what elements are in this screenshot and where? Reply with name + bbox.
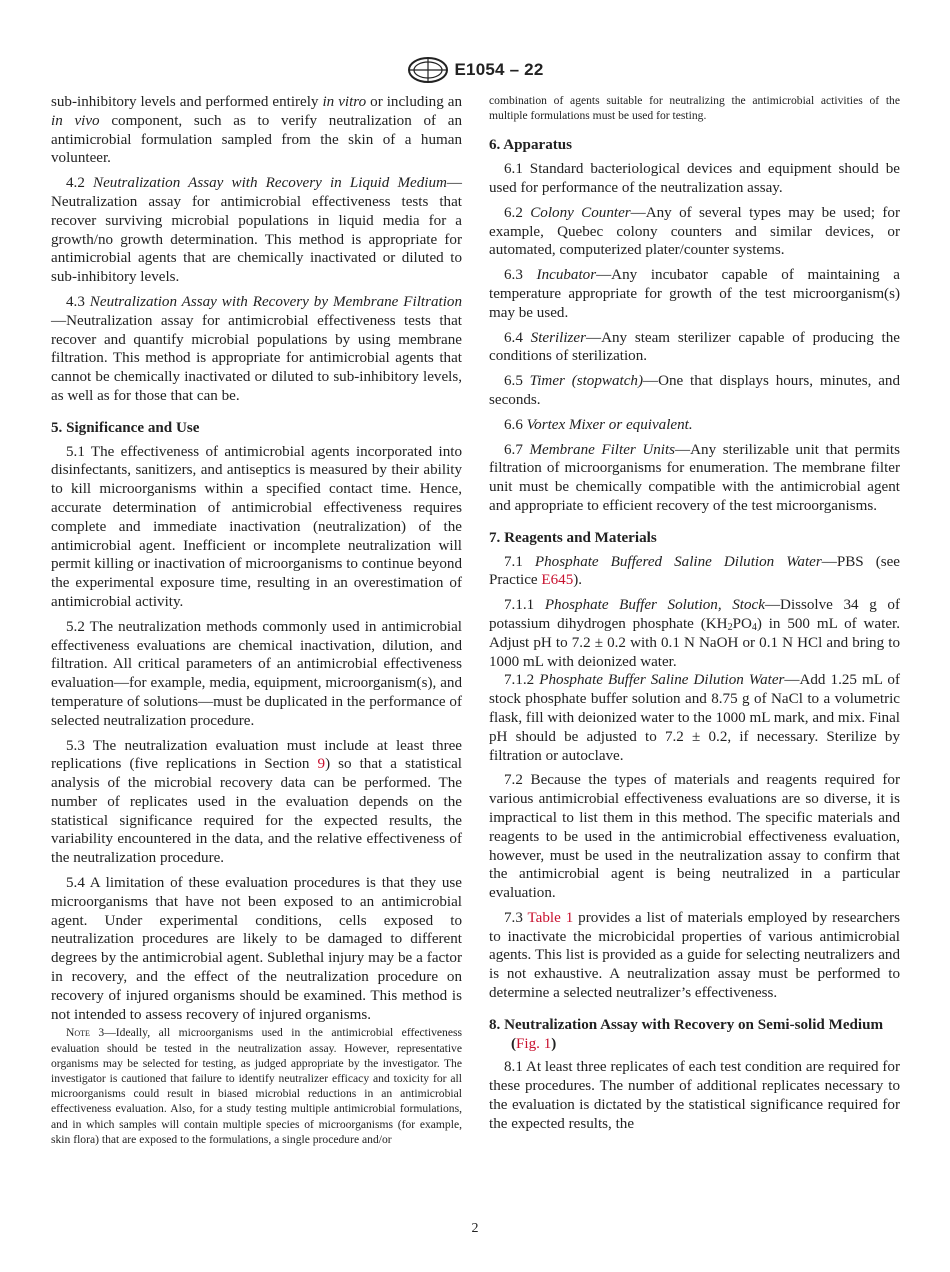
section-9-link[interactable]: 9 bbox=[317, 756, 326, 773]
page-header bbox=[0, 55, 950, 85]
note-3-continuation: combination of agents suitable for neutralizing the antimicrobial activities of the multiple formulations must be used for testing. bbox=[489, 94, 900, 123]
paragraph-5-3: 5.3 The neutralization evaluation must include at least three replications (five replications in Section 9) so that a statistical analysis of the microbial recovery data can be performed. The number of replicates used in the evaluation depends on the statistical significance required for the expected results, the variability encountered in the data, and the relative effectiveness of the neutralization procedure. bbox=[51, 737, 462, 867]
fig-1-link[interactable]: Fig. 1 bbox=[516, 1035, 552, 1052]
paragraph-6-1: 6.1 Standard bacteriological devices and equipment should be used for performance of the neutralization assay. bbox=[489, 161, 900, 196]
astm-logo-icon bbox=[407, 56, 449, 84]
paragraph-7-3: 7.3 Table 1 provides a list of materials employed by researchers to inactivate the microbicidal properties of various antimicrobial agents. This list is provided as a guide for selecting neutralizers and is not exhaustive. A neutralization assay must be performed to determine a selected neutralizer’s effectiveness. bbox=[489, 909, 901, 1002]
page-number: 2 bbox=[471, 1221, 479, 1236]
paragraph-6-4: 6.4 Sterilizer—Any steam sterilizer capable of producing the conditions of sterilization. bbox=[489, 329, 900, 365]
paragraph-6-7: 6.7 Membrane Filter Units—Any sterilizable unit that permits filtration of microorganisms for enumeration. The membrane filter unit must be chemically compatible with the antimicrobial agent and appropriate to efficient recovery of the test microorganisms. bbox=[489, 441, 900, 514]
paragraph-7-1-1: 7.1.1 Phosphate Buffer Solution, Stock—Dissolve 34 g of potassium dihydrogen phosphate $(KH_2PO_4)$ in 500 mL of water. Adjust pH to 7.2 ± 0.2 with 0.1 N NaOH or 0.1 N HCl and bring to 1000 mL with deionized water. bbox=[489, 597, 900, 670]
paragraph-6-2: 6.2 Colony Counter—Any of several types may be used; for example, Quebec colony counters and similar devices, or automated, computerized plater/counter systems. bbox=[489, 204, 900, 259]
practice-e645-link[interactable]: E645 bbox=[541, 572, 574, 589]
paragraph-6-5: 6.5 Timer (stopwatch)—One that displays hours, minutes, and seconds. bbox=[489, 373, 900, 408]
paragraph-5-1: 5.1 The effectiveness of antimicrobial agents incorporated into disinfectants, sanitizers, and antiseptics is measured by their ability to kill microorganisms within a specified contact time. Hence, accurate determination of antimicrobial effectiveness requires complete and immediate inactivation (neutralization) of the antimicrobial agent. Inefficient or incomplete neutralization will permit killing or inactivation of microorganisms to continue beyond the experimental exposure time, resulting in an overestimation of antimicrobial activity. bbox=[51, 443, 462, 610]
left-column bbox=[51, 93, 462, 1147]
section-7-heading: 7. Reagents and Materials bbox=[489, 529, 657, 546]
section-5-heading: 5. Significance and Use bbox=[51, 419, 200, 436]
paragraph-7-2: 7.2 Because the types of materials and reagents required for various antimicrobial effectiveness evaluations are so diverse, it is impractical to list them in this method. The specific materials and reagents to be used in the antimicrobial effectiveness evaluation, however, must be used in the neutralization assay to confirm that the antimicrobial agent is being neutralized in a particular evaluation. bbox=[489, 772, 900, 902]
paragraph-7-1: 7.1 Phosphate Buffered Saline Dilution Water—PBS (see Practice E645). bbox=[489, 553, 900, 589]
paragraph-4-1-continuation: sub-inhibitory levels and performed entirely in vitro or including an in vivo component, such as to verify neutralization of an antimicrobial formulation sampled from the skin of a human volunteer. bbox=[51, 94, 462, 167]
section-8-heading: 8. Neutralization Assay with Recovery on Semi-solid Medium (Fig. 1) bbox=[489, 1016, 884, 1052]
paragraph-7-1-2: 7.1.2 Phosphate Buffer Saline Dilution Water—Add 1.25 mL of stock phosphate buffer solution and 8.75 g of NaCl to a volumetric flask, fill with deionized water to the 1000 mL mark, and mix. Final pH should be adjusted to 7.2 ± 0.2, if necessary. Sterilize by filtration or autoclave. bbox=[489, 672, 900, 764]
paragraph-6-6: 6.6 Vortex Mixer or equivalent. bbox=[504, 416, 693, 433]
table-1-link[interactable]: Table 1 bbox=[527, 909, 574, 926]
document-id: E1054 – 22 bbox=[454, 60, 544, 79]
paragraph-4-3: 4.3 Neutralization Assay with Recovery by Membrane Filtration—Neutralization assay for antimicrobial effectiveness tests that recover and quantify microbial populations by using membrane filtration. This method is appropriate for antimicrobial agents that cannot be chemically inactivated or diluted to sub-inhibitory levels, as well as for those that can be. bbox=[51, 293, 462, 404]
paragraph-4-2: 4.2 Neutralization Assay with Recovery in Liquid Medium—Neutralization assay for antimicrobial effectiveness tests that recover surviving microbial populations in liquid media for a growth/no growth determination. This method is appropriate for antimicrobial agents that are chemically inactivated or diluted to sub-inhibitory levels. bbox=[51, 175, 463, 286]
paragraph-6-3: 6.3 Incubator—Any incubator capable of maintaining a temperature appropriate for growth of the test microorganism(s) may be used. bbox=[489, 267, 900, 321]
section-6-heading: 6. Apparatus bbox=[489, 137, 573, 154]
paragraph-5-2: 5.2 The neutralization methods commonly used in antimicrobial effectiveness evaluations are chemical inactivation, dilution, and filtration. All critical parameters of an antimicrobial effectiveness evaluation—for example, media, equipment, microorganism(s), and temperature of solutions—must be duplicated in the performance of selected neutralization procedure. bbox=[51, 618, 462, 729]
paragraph-8-1: 8.1 At least three replicates of each test condition are required for these procedures. The number of additional replicates necessary to the evaluation is dictated by the statistical significance required for the expected results, the bbox=[489, 1059, 900, 1132]
right-column bbox=[489, 93, 900, 1134]
paragraph-5-4: 5.4 A limitation of these evaluation procedures is that they use microorganisms that have not been exposed to an antimicrobial agent. Under experimental conditions, cells exposed to neutralization procedures are likely to be damaged to different degrees by the antimicrobial agent. Sublethal injury may be a factor in recovery, and the effect of the neutralization procedure on recovery of injured organisms should be examined. This method is not intended to assess recovery of injured organisms. bbox=[51, 875, 462, 1023]
note-3: Note 3—Ideally, all microorganisms used in the antimicrobial effectiveness evaluation should be tested in the neutralization assay. However, representative organisms may be selected for testing, as judged appropriate by the investigator. The investigator is cautioned that failure to identify neutralizer efficacy and toxicity for all microorganisms could result in biased microbial reductions in an antimicrobial effectiveness evaluation. Also, for a study testing multiple antimicrobial formulations, and in which samples will contain multiple species of microorganisms (for example, skin flora) that are exposed to the formulations, a single procedure and/or bbox=[51, 1026, 462, 1146]
